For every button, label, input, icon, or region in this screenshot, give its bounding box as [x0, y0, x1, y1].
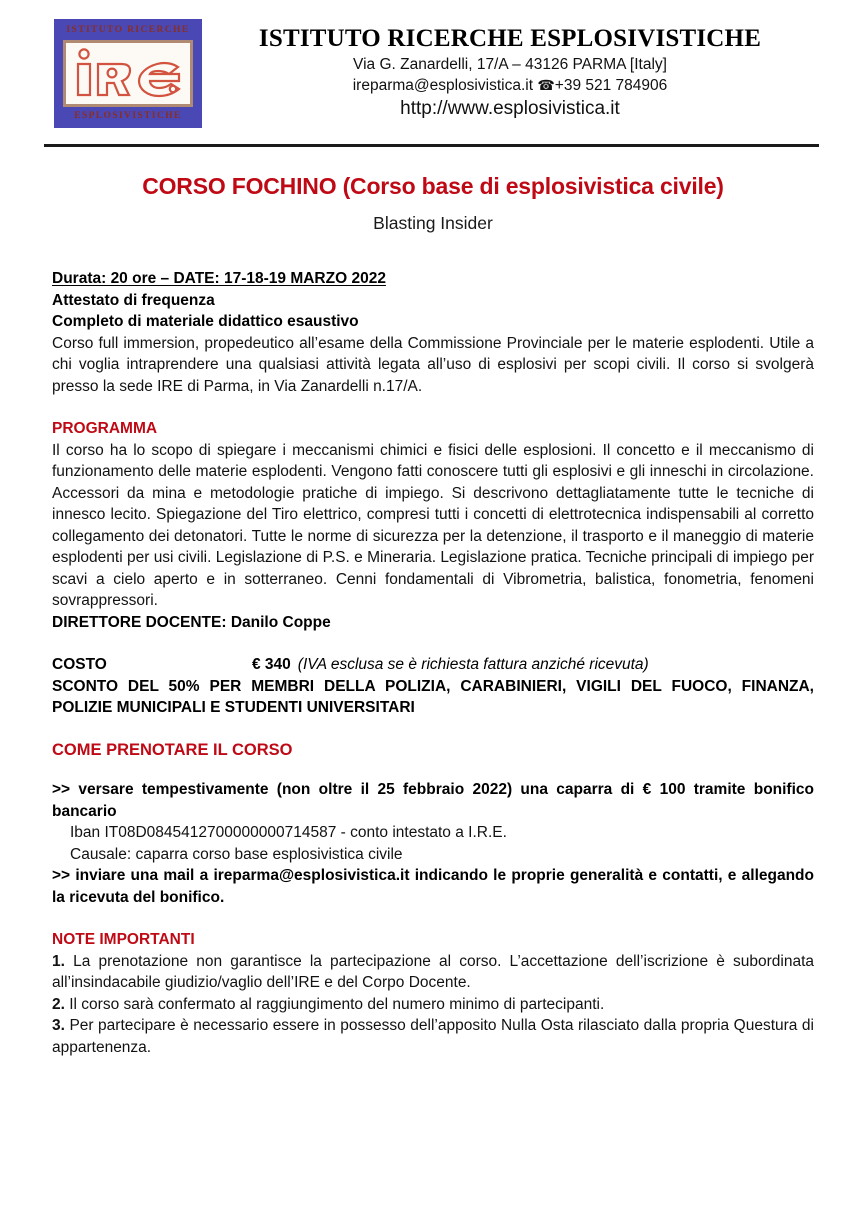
- note-text: La prenotazione non garantisce la partecipazione al corso. L’accettazione dell’iscrizione è subordinata all’insindacabile giudizio/vaglio dell’IRE e del Corpo Docente.: [52, 952, 814, 991]
- page-title: CORSO FOCHINO (Corso base di esplosivistica civile): [142, 173, 724, 199]
- course-meta-block: [52, 268, 814, 333]
- note-item: [52, 1015, 814, 1058]
- organization-address: Via G. Zanardelli, 17/A – 43126 PARMA [Italy]: [353, 56, 667, 73]
- document-header: [0, 0, 862, 145]
- organization-email[interactable]: ireparma@esplosivistica.it: [352, 77, 533, 94]
- intro-paragraph: Corso full immersion, propedeutico all’esame della Commissione Provinciale per le materie esplodenti. Utile a chi voglia intraprendere una qualsiasi attività legata all’uso di esplosivi per scopi civili. Il corso si svolgerà presso la sede IRE di Parma, in Via Zanardelli n.17/A.: [52, 334, 814, 395]
- course-certificate: Attestato di frequenza: [52, 291, 215, 309]
- discount-notice: SCONTO DEL 50% PER MEMBRI DELLA POLIZIA, CARABINIERI, VIGILI DEL FUOCO, FINANZA, POLIZIE MUNICIPALI E STUDENTI UNIVERSITARI: [52, 677, 814, 716]
- booking-step-email: >> inviare una mail a ireparma@esplosivistica.it indicando le proprie generalità e contatti, e allegando la ricevuta del bonifico.: [52, 867, 814, 906]
- document-body: [52, 160, 814, 1058]
- programma-paragraph: Il corso ha lo scopo di spiegare i meccanismi chimici e fisici delle esplosioni. Il concetto e il meccanismo di funzionamento delle materie esplodenti. Vengono fatti conoscere tutti gli esplosivi e gli inneschi in circolazione. Accessori da mina e metodologie pratiche di impiego. Si descrivono dettagliatamente tutte le tecniche di innesco lecito. Spiegazione del Tiro elettrico, compresi tutti i concetti di elettrotecnica indispensabili al corretto collegamento dei detonatori. Tutte le norme di sicurezza per la detenzione, il trasporto e il maneggio di materie esplodenti per usi civili. Legislazione di P.S. e Mineraria. Legislazione pratica. Tecniche principali di impiego per scavi a cielo aperto e in sotterraneo. Cenni fondamentali di Vibrometria, balistica, fonometria, fenomeni sovrappressori.: [52, 441, 814, 609]
- notes-heading: NOTE IMPORTANTI: [52, 931, 195, 948]
- organization-contact-line: [210, 75, 810, 96]
- telephone-icon: ☎: [537, 77, 555, 93]
- cost-note: (IVA esclusa se è richiesta fattura anziché ricevuta): [297, 656, 649, 673]
- booking-iban: Iban IT08D0845412700000000714587 - conto intestato a I.R.E.: [70, 824, 507, 841]
- page-subtitle: Blasting Insider: [373, 213, 493, 233]
- booking-steps: [52, 779, 814, 908]
- logo-top-band-text: ISTITUTO RICERCHE: [66, 25, 190, 35]
- ire-logo: [54, 19, 202, 128]
- note-number: 2.: [52, 995, 65, 1013]
- course-duration-dates: Durata: 20 ore – DATE: 17-18-19 MARZO 2022: [52, 270, 386, 287]
- organization-phone: +39 521 784906: [554, 77, 668, 94]
- note-item: [52, 951, 814, 994]
- note-number: 1.: [52, 952, 65, 970]
- note-text: Il corso sarà confermato al raggiungimento del numero minimo di partecipanti.: [64, 995, 605, 1013]
- logo-ire-monogram-icon: [66, 43, 190, 104]
- organization-website[interactable]: http://www.esplosivistica.it: [400, 98, 620, 119]
- note-item: [52, 994, 814, 1016]
- organization-block: [210, 24, 810, 121]
- note-number: 3.: [52, 1017, 65, 1034]
- cost-label: COSTO: [52, 656, 107, 673]
- organization-name: ISTITUTO RICERCHE ESPLOSIVISTICHE: [258, 25, 762, 52]
- course-materials: Completo di materiale didattico esaustivo: [52, 313, 359, 330]
- cost-amount: € 340: [252, 656, 291, 673]
- note-text: Per partecipare è necessario essere in possesso dell’apposito Nulla Osta rilasciato dalla propria Questura di appartenenza.: [52, 1017, 814, 1056]
- cost-row: [52, 654, 814, 676]
- logo-inner-frame: [63, 40, 193, 107]
- course-director: DIRETTORE DOCENTE: Danilo Coppe: [52, 613, 331, 631]
- booking-step-payment: >> versare tempestivamente (non oltre il 25 febbraio 2022) una caparra di € 100 tramite bonifico bancario: [52, 781, 814, 820]
- notes-section: [52, 929, 814, 1058]
- logo-bottom-band-text: ESPLOSIVISTICHE: [74, 111, 182, 121]
- booking-heading: COME PRENOTARE IL CORSO: [52, 740, 293, 759]
- booking-causale: Causale: caparra corso base esplosivistica civile: [70, 845, 403, 863]
- programma-heading: PROGRAMMA: [52, 420, 158, 437]
- header-divider: [44, 144, 819, 147]
